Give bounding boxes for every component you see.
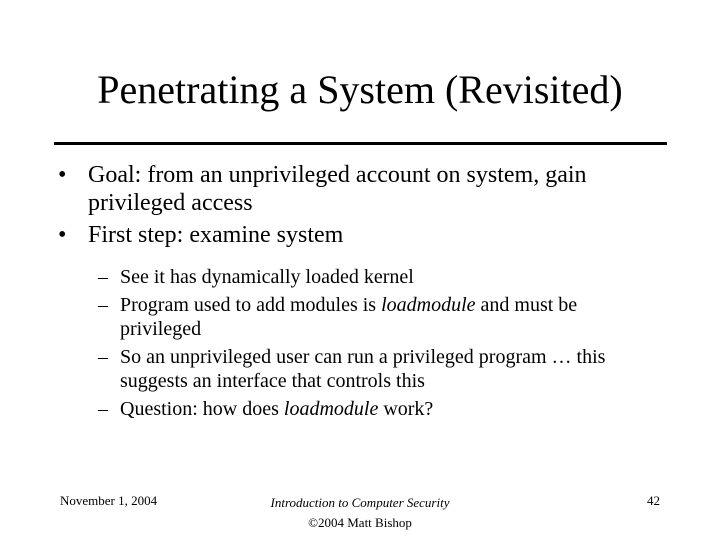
sub-bullet-text: See it has dynamically loaded kernel <box>120 266 414 288</box>
sub-bullet-kernel <box>98 265 658 289</box>
sub-bullet-interface <box>98 345 658 393</box>
sub-bullet-text-pre: Question: how does <box>120 398 284 420</box>
loadmodule-term: loadmodule <box>283 398 379 420</box>
footer-date: November 1, 2004 <box>60 493 158 508</box>
footer-center <box>210 493 510 533</box>
dash-marker: – <box>98 346 108 368</box>
bullet-text: Goal: from an unprivileged account on system, gain privileged access <box>88 162 587 216</box>
sub-bullet-question <box>98 397 658 421</box>
sub-bullet-loadmodule-program <box>98 293 658 341</box>
main-bullet-list <box>58 161 678 253</box>
footer-copyright: ©2004 Matt Bishop <box>308 515 412 530</box>
sub-bullet-text-pre: Program used to add modules is <box>120 294 382 316</box>
sub-bullet-list <box>98 265 658 425</box>
dash-marker: – <box>98 398 108 420</box>
dash-marker: – <box>98 294 108 316</box>
bullet-marker: • <box>58 162 67 188</box>
loadmodule-term: loadmodule <box>381 294 476 316</box>
bullet-goal <box>58 161 678 217</box>
bullet-text: First step: examine system <box>88 222 344 248</box>
slide-title: Penetrating a System (Revisited) <box>97 67 623 112</box>
title-underline <box>54 142 667 145</box>
footer-course-title: Introduction to Computer Security <box>270 495 450 510</box>
sub-bullet-text-post: and must be privileged <box>120 294 578 340</box>
bullet-first-step <box>58 221 678 249</box>
sub-bullet-text-post: work? <box>378 398 434 420</box>
bullet-marker: • <box>58 222 67 248</box>
sub-bullet-text: So an unprivileged user can run a privileged program … this suggests an interface that controls this <box>120 346 606 392</box>
dash-marker: – <box>98 266 108 288</box>
page-number: 42 <box>647 493 660 508</box>
